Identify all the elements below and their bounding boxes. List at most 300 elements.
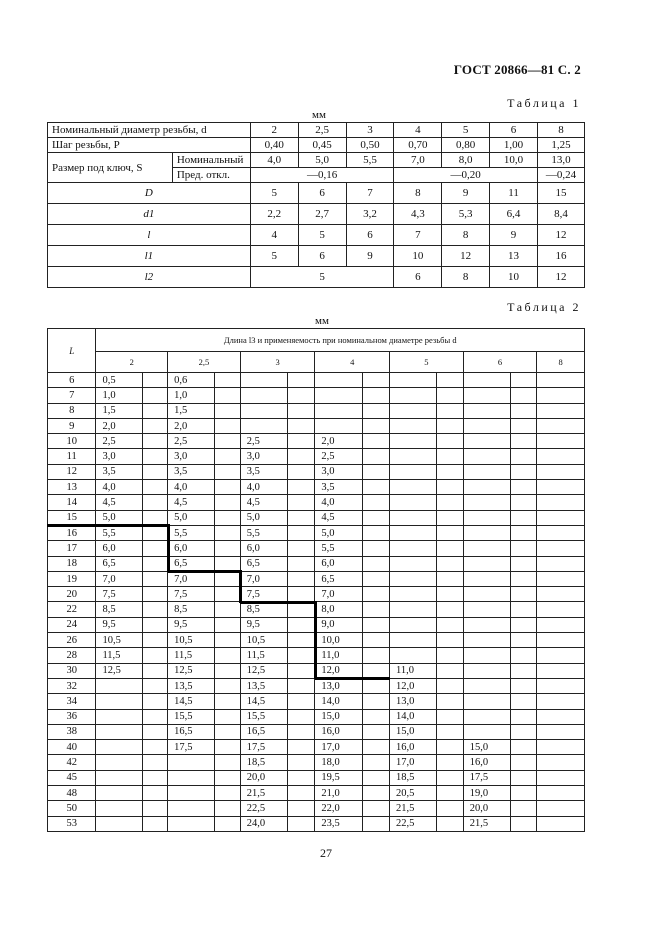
t2-value-cell [537,816,585,831]
t2-applicability-cell [437,571,463,586]
t2-length-cell: 26 [48,633,96,648]
t2-applicability-cell [288,633,315,648]
t2-applicability-cell [288,602,315,617]
t2-applicability-cell [288,480,315,495]
t2-applicability-cell [362,403,389,418]
t2-value-cell: 14,0 [315,694,362,709]
t2-applicability-cell [288,449,315,464]
t2-applicability-cell [288,464,315,479]
t2-value-cell: 18,0 [315,755,362,770]
t2-length-cell: 42 [48,755,96,770]
t2-applicability-cell [214,648,240,663]
t2-value-cell: 15,0 [390,724,437,739]
t2-applicability-cell [511,587,537,602]
t2-length-cell: 19 [48,571,96,586]
t2-value-cell [463,709,510,724]
t2-applicability-cell [362,541,389,556]
t2-applicability-cell [362,786,389,801]
table1 [47,122,585,288]
t2-value-cell: 1,0 [168,388,214,403]
table-row [48,587,585,602]
t2-value-cell: 11,0 [315,648,362,663]
t2-applicability-cell [511,602,537,617]
t2-value-cell: 4,0 [315,495,362,510]
t2-applicability-cell [288,709,315,724]
t2-value-cell: 13,0 [315,678,362,693]
t2-value-cell: 8,0 [315,602,362,617]
t2-value-cell: 13,0 [390,694,437,709]
t2-value-cell [463,480,510,495]
t2-applicability-cell [142,694,167,709]
t2-applicability-cell [437,434,463,449]
t2-applicability-cell [142,587,167,602]
t2-value-cell: 3,5 [240,464,287,479]
table1-caption: Таблица 1 [507,96,581,110]
t1-l1-label: l1 [48,246,251,267]
t2-value-cell: 15,0 [315,709,362,724]
t2-applicability-cell [288,770,315,785]
t2-applicability-cell [288,755,315,770]
t2-applicability-cell [511,449,537,464]
t1-cell: 4 [250,225,298,246]
t2-applicability-cell [214,495,240,510]
t2-applicability-cell [511,418,537,433]
t2-value-cell: 5,5 [96,525,142,540]
t2-applicability-cell [511,694,537,709]
t2-applicability-cell [437,388,463,403]
t2-value-cell [537,770,585,785]
t2-applicability-cell [214,525,240,540]
t2-applicability-cell [288,801,315,816]
t2-value-cell [537,740,585,755]
t2-value-cell [390,418,437,433]
step-boundary-line [240,601,315,604]
t2-value-cell [537,724,585,739]
t2-applicability-cell [362,388,389,403]
t2-applicability-cell [362,556,389,571]
t2-value-cell: 3,5 [315,480,362,495]
t2-applicability-cell [362,571,389,586]
t2-applicability-cell [288,740,315,755]
t2-value-cell: 16,5 [168,724,214,739]
t2-value-cell [463,602,510,617]
t2-applicability-cell [214,633,240,648]
t2-value-cell: 1,5 [96,403,142,418]
t2-applicability-cell [214,388,240,403]
table-row [48,403,585,418]
t2-value-cell [537,449,585,464]
t2-length-cell: 28 [48,648,96,663]
t2-value-cell: 2,5 [168,434,214,449]
t2-value-cell: 11,5 [96,648,142,663]
t2-value-cell: 2,0 [168,418,214,433]
t2-value-cell [390,388,437,403]
t2-diam: 2 [96,352,168,373]
t2-value-cell: 7,0 [96,571,142,586]
t2-applicability-cell [288,678,315,693]
t2-value-cell [537,663,585,678]
t2-applicability-cell [142,709,167,724]
t2-value-cell [537,633,585,648]
table-row [48,801,585,816]
t2-applicability-cell [511,724,537,739]
t2-value-cell [537,801,585,816]
t2-diam: 5 [390,352,464,373]
t2-applicability-cell [437,801,463,816]
t1-cell: 5 [298,225,346,246]
t2-applicability-cell [437,816,463,831]
t2-value-cell: 21,0 [315,786,362,801]
t2-value-cell [96,709,142,724]
t2-length-cell: 9 [48,418,96,433]
t2-value-cell [463,464,510,479]
t2-applicability-cell [362,770,389,785]
t2-value-cell [537,678,585,693]
t2-applicability-cell [142,770,167,785]
t2-value-cell: 19,0 [463,786,510,801]
t2-value-cell: 5,5 [315,541,362,556]
t2-value-cell: 17,5 [168,740,214,755]
t2-applicability-cell [511,480,537,495]
t1-cell: 10 [490,267,538,288]
t2-value-cell: 1,5 [168,403,214,418]
t2-applicability-cell [511,403,537,418]
table2-unit: мм [315,315,329,327]
t2-value-cell: 10,5 [168,633,214,648]
t2-value-cell [463,434,510,449]
t2-value-cell [168,816,214,831]
t2-value-cell: 7,5 [240,587,287,602]
t1-cell: 3 [346,123,394,138]
t1-cell: 5 [250,267,394,288]
t2-length-cell: 18 [48,556,96,571]
t2-value-cell: 2,5 [96,434,142,449]
t2-value-cell: 8,5 [240,602,287,617]
t2-value-cell [463,449,510,464]
t2-value-cell [537,617,585,632]
t2-value-cell [390,434,437,449]
t2-value-cell: 11,0 [390,663,437,678]
t1-row-nominal [48,123,585,138]
t2-value-cell: 9,0 [315,617,362,632]
t2-applicability-cell [437,633,463,648]
t2-value-cell: 21,5 [463,816,510,831]
t2-value-cell: 15,0 [463,740,510,755]
t2-length-cell: 8 [48,403,96,418]
t1-cell: 13,0 [537,153,584,168]
t2-value-cell [463,418,510,433]
t2-length-cell: 15 [48,510,96,525]
t2-value-cell [537,541,585,556]
t2-value-cell: 12,5 [96,663,142,678]
t1-D-label: D [48,183,251,204]
t1-cell: —0,20 [394,168,538,183]
t2-value-cell [390,571,437,586]
t2-length-cell: 10 [48,434,96,449]
t2-applicability-cell [142,678,167,693]
step-boundary-line [167,524,170,572]
t2-applicability-cell [511,816,537,831]
table-row [48,480,585,495]
t2-applicability-cell [142,648,167,663]
table-row [48,495,585,510]
t2-value-cell [463,388,510,403]
t2-applicability-cell [288,816,315,831]
t1-cell: 6 [346,225,394,246]
t2-value-cell [390,556,437,571]
t2-value-cell: 3,5 [96,464,142,479]
t1-key-tol-label: Пред. откл. [172,168,250,183]
t1-cell: 2 [250,123,298,138]
t2-value-cell: 7,0 [315,587,362,602]
t2-value-cell: 6,0 [315,556,362,571]
t1-cell: 0,80 [442,138,490,153]
t2-applicability-cell [511,617,537,632]
t2-diam: 2,5 [168,352,241,373]
page-number: 27 [320,846,332,860]
t2-value-cell: 3,5 [168,464,214,479]
table-row [48,449,585,464]
t1-cell: 5 [250,183,298,204]
t2-applicability-cell [362,694,389,709]
t2-applicability-cell [511,495,537,510]
t2-applicability-cell [288,388,315,403]
t2-value-cell: 4,5 [96,495,142,510]
t1-cell: 1,25 [537,138,584,153]
t2-applicability-cell [214,403,240,418]
t1-cell: 9 [490,225,538,246]
t2-value-cell: 5,5 [240,525,287,540]
t2-value-cell [240,373,287,388]
t2-value-cell: 16,0 [390,740,437,755]
step-boundary-line [314,601,317,679]
t1-cell: 7 [394,225,442,246]
t2-length-cell: 30 [48,663,96,678]
t2-value-cell [537,587,585,602]
t2-diam: 8 [537,352,585,373]
t1-cell: 16 [537,246,584,267]
t2-value-cell [537,373,585,388]
t2-value-cell [537,388,585,403]
t2-applicability-cell [142,755,167,770]
t1-cell: 11 [490,183,538,204]
t2-value-cell: 14,0 [390,709,437,724]
t2-applicability-cell [437,724,463,739]
t2-applicability-cell [437,663,463,678]
t2-applicability-cell [288,648,315,663]
t2-value-cell: 17,5 [463,770,510,785]
t1-row-l2 [48,267,585,288]
t2-value-cell [390,541,437,556]
t1-row-l1 [48,246,585,267]
t2-applicability-cell [214,510,240,525]
t2-value-cell [96,801,142,816]
table-row [48,740,585,755]
t2-applicability-cell [362,648,389,663]
t2-applicability-cell [142,556,167,571]
t2-value-cell: 1,0 [96,388,142,403]
t2-applicability-cell [288,403,315,418]
t2-value-cell [537,602,585,617]
t2-applicability-cell [362,373,389,388]
t2-value-cell: 3,0 [240,449,287,464]
t2-applicability-cell [142,740,167,755]
table1-unit: мм [312,109,326,121]
t2-applicability-cell [214,709,240,724]
t2-applicability-cell [214,449,240,464]
t2-applicability-cell [437,709,463,724]
t2-applicability-cell [511,786,537,801]
t2-value-cell [390,464,437,479]
t2-applicability-cell [437,541,463,556]
t2-value-cell: 2,0 [96,418,142,433]
t2-applicability-cell [142,617,167,632]
table-row [48,418,585,433]
t2-value-cell: 9,5 [240,617,287,632]
t2-value-cell [463,571,510,586]
t2-applicability-cell [511,755,537,770]
t2-value-cell: 21,5 [240,786,287,801]
t2-applicability-cell [362,525,389,540]
step-boundary-line [239,570,242,603]
t1-cell: 6 [298,183,346,204]
t2-value-cell [390,403,437,418]
t2-value-cell: 19,5 [315,770,362,785]
t2-value-cell [96,724,142,739]
table-row [48,434,585,449]
t2-applicability-cell [511,510,537,525]
t2-value-cell: 6,5 [96,556,142,571]
t2-value-cell: 7,0 [240,571,287,586]
t2-value-cell [463,648,510,663]
t2-applicability-cell [362,678,389,693]
step-boundary-line [168,570,241,573]
t2-applicability-cell [214,694,240,709]
t2-length-cell: 16 [48,525,96,540]
t2-applicability-cell [142,480,167,495]
t2-length-cell: 40 [48,740,96,755]
t2-value-cell [537,556,585,571]
t2-value-cell [390,510,437,525]
t2-col-L: L [48,329,96,373]
t2-value-cell [168,801,214,816]
t1-cell: 5 [250,246,298,267]
t2-value-cell [537,694,585,709]
t1-cell: 8 [537,123,584,138]
t1-cell: 9 [442,183,490,204]
t2-value-cell: 4,5 [315,510,362,525]
t2-applicability-cell [511,525,537,540]
table-row [48,525,585,540]
table-row [48,786,585,801]
t2-applicability-cell [214,587,240,602]
t2-value-cell: 17,5 [240,740,287,755]
table-row [48,541,585,556]
t1-cell: 5 [442,123,490,138]
t2-applicability-cell [437,556,463,571]
t2-applicability-cell [214,755,240,770]
t2-value-cell [168,786,214,801]
t2-value-cell: 5,0 [96,510,142,525]
table-row [48,755,585,770]
t2-value-cell: 18,5 [390,770,437,785]
t2-applicability-cell [214,480,240,495]
t2-applicability-cell [288,587,315,602]
t2-length-cell: 7 [48,388,96,403]
t2-applicability-cell [214,602,240,617]
t2-value-cell: 12,5 [240,663,287,678]
t2-value-cell: 3,0 [168,449,214,464]
t2-applicability-cell [288,571,315,586]
t1-key-nominal-label: Номинальный [172,153,250,168]
t2-value-cell: 4,0 [240,480,287,495]
t2-value-cell [315,403,362,418]
t2-applicability-cell [437,740,463,755]
t2-applicability-cell [142,724,167,739]
t2-value-cell [537,648,585,663]
t2-length-cell: 14 [48,495,96,510]
t2-value-cell [537,403,585,418]
t1-cell: 8,4 [537,204,584,225]
t1-row-d1 [48,204,585,225]
t2-value-cell [96,755,142,770]
t2-applicability-cell [437,617,463,632]
t2-applicability-cell [362,740,389,755]
t2-value-cell [240,388,287,403]
t2-header-row [48,329,585,352]
table-row [48,694,585,709]
t2-value-cell [96,694,142,709]
t2-value-cell: 22,5 [240,801,287,816]
t2-applicability-cell [437,755,463,770]
t2-applicability-cell [214,556,240,571]
t2-applicability-cell [511,434,537,449]
t2-applicability-cell [214,373,240,388]
t1-cell: 1,00 [490,138,538,153]
t2-applicability-cell [142,403,167,418]
t1-cell: —0,16 [250,168,394,183]
t2-applicability-cell [511,648,537,663]
t2-value-cell: 16,0 [315,724,362,739]
t2-length-cell: 22 [48,602,96,617]
t2-applicability-cell [362,418,389,433]
t2-length-cell: 11 [48,449,96,464]
t2-value-cell [463,724,510,739]
t2-value-cell: 22,5 [390,816,437,831]
t2-value-cell: 23,5 [315,816,362,831]
t2-value-cell: 17,0 [315,740,362,755]
t1-cell: 4 [394,123,442,138]
t1-key-label: Размер под ключ, S [48,153,173,183]
t2-value-cell: 17,0 [390,755,437,770]
t2-value-cell [537,495,585,510]
t2-applicability-cell [437,373,463,388]
t2-value-cell: 5,0 [168,510,214,525]
t1-cell: 8 [442,225,490,246]
t2-value-cell [390,602,437,617]
t2-applicability-cell [437,648,463,663]
t2-applicability-cell [362,449,389,464]
t2-value-cell: 5,5 [168,525,214,540]
t1-nominal-label: Номинальный диаметр резьбы, d [48,123,251,138]
t2-value-cell: 12,0 [315,663,362,678]
t2-value-cell [463,678,510,693]
t2-applicability-cell [288,663,315,678]
t1-pitch-label: Шаг резьбы, P [48,138,251,153]
t2-value-cell [96,816,142,831]
t2-applicability-cell [214,786,240,801]
t2-value-cell: 20,5 [390,786,437,801]
